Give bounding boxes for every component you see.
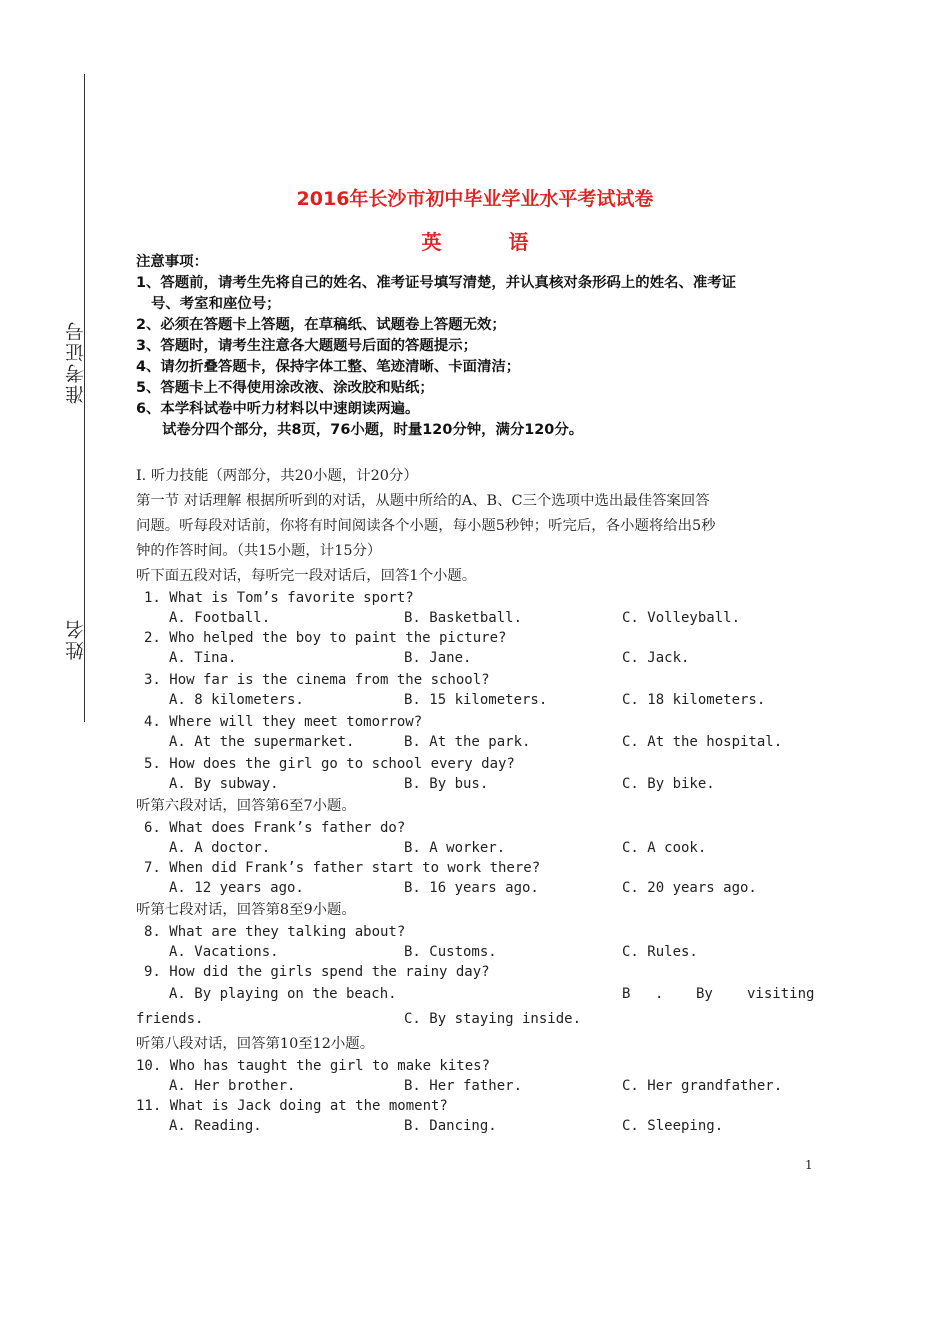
- options-row: [136, 838, 816, 858]
- exam-title: 2016年长沙市初中毕业学业水平考试试卷: [296, 188, 654, 210]
- option-b-part: B: [622, 986, 631, 1002]
- option-b: B. 15 kilometers.: [404, 692, 548, 708]
- options-row: [136, 942, 816, 962]
- option-b-part: By: [696, 986, 713, 1002]
- question: [136, 588, 816, 608]
- question: [136, 1096, 816, 1116]
- option-a: A. By playing on the beach.: [169, 986, 397, 1002]
- page-number: 1: [805, 1158, 813, 1172]
- group-instruction: 听下面五段对话，每听完一段对话后，回答1个小题。: [136, 568, 477, 584]
- option-c: C. A cook.: [622, 840, 707, 856]
- group-instruction: 听第八段对话，回答第10至12小题。: [136, 1036, 375, 1052]
- listening-section: [136, 464, 816, 1136]
- option-c: C. At the hospital.: [622, 734, 783, 750]
- question-text: 11. What is Jack doing at the moment?: [136, 1098, 448, 1114]
- question-text: 7. When did Frank’s father start to work there?: [144, 860, 541, 876]
- group-instruction: 听第六段对话，回答第6至7小题。: [136, 798, 356, 814]
- option-a: A. A doctor.: [169, 840, 271, 856]
- option-b: B. Her father.: [404, 1078, 523, 1094]
- option-c: C. Sleeping.: [622, 1118, 724, 1134]
- option-c: C. Volleyball.: [622, 610, 741, 626]
- question: [136, 962, 816, 982]
- question-text: 8. What are they talking about?: [144, 924, 406, 940]
- section-intro: 问题。听每段对话前，你将有时间阅读各个小题，每小题5秒钟；听完后，各小题将给出5秒: [136, 518, 716, 534]
- question-text: 4. Where will they meet tomorrow?: [144, 714, 423, 730]
- question: [136, 670, 816, 690]
- question-text: 9. How did the girls spend the rainy day?: [144, 964, 490, 980]
- option-b: B. Jane.: [404, 650, 472, 666]
- options-row: [136, 774, 816, 794]
- notes-block: [136, 252, 826, 441]
- option-c: C. By staying inside.: [404, 1011, 582, 1027]
- question: [136, 628, 816, 648]
- option-c: C. Jack.: [622, 650, 690, 666]
- option-b-part: visiting: [747, 986, 815, 1002]
- section-intro: 钟的作答时间。（共15小题，计15分）: [136, 543, 382, 559]
- question-text: 3. How far is the cinema from the school?: [144, 672, 490, 688]
- name-label: 姓名: [65, 618, 87, 660]
- section-intro: 第一节 对话理解 根据所听到的对话，从题中所给的A、B、C三个选项中选出最佳答案回答: [136, 493, 710, 509]
- option-a: A. Reading.: [169, 1118, 262, 1134]
- question-text: 1. What is Tom’s favorite sport?: [144, 590, 414, 606]
- option-a: A. 8 kilometers.: [169, 692, 304, 708]
- note-item: 6、本学科试卷中听力材料以中速朗读两遍。: [136, 401, 420, 417]
- question-text: 6. What does Frank’s father do?: [144, 820, 406, 836]
- option-a: A. Tina.: [169, 650, 237, 666]
- note-item: 4、请勿折叠答题卡，保持字体工整、笔迹清晰、卡面清洁；: [136, 359, 521, 375]
- option-a: A. Her brother.: [169, 1078, 296, 1094]
- option-b: B. Basketball.: [404, 610, 523, 626]
- question-text: 10. Who has taught the girl to make kites?: [136, 1058, 491, 1074]
- note-item: 5、答题卡上不得使用涂改液、涂改胶和贴纸；: [136, 380, 434, 396]
- option-c: C. By bike.: [622, 776, 715, 792]
- question: [136, 922, 816, 942]
- question: [136, 1056, 816, 1076]
- option-a: A. At the supermarket.: [169, 734, 355, 750]
- note-item: 3、答题时，请考生注意各大题题号后面的答题提示；: [136, 338, 477, 354]
- options-row: [136, 1076, 816, 1096]
- exam-id-label: 准考证号: [65, 320, 87, 404]
- question: [136, 858, 816, 878]
- option-b: B. By bus.: [404, 776, 489, 792]
- option-a: A. Vacations.: [169, 944, 279, 960]
- section-title: I. 听力技能（两部分，共20小题，计20分）: [136, 468, 418, 484]
- question: [136, 754, 816, 774]
- option-b-part: friends.: [136, 1011, 204, 1027]
- option-a: A. 12 years ago.: [169, 880, 304, 896]
- option-b: B. Customs.: [404, 944, 497, 960]
- options-row: [136, 732, 816, 752]
- question: [136, 712, 816, 732]
- question-text: 2. Who helped the boy to paint the picture?: [144, 630, 507, 646]
- options-row: [136, 648, 816, 668]
- options-row: [136, 690, 816, 710]
- options-row: [136, 1007, 816, 1032]
- option-b: B. 16 years ago.: [404, 880, 539, 896]
- note-item: 1、答题前，请考生先将自己的姓名、准考证号填写清楚，并认真核对条形码上的姓名、准考证: [136, 275, 737, 291]
- option-a: A. By subway.: [169, 776, 279, 792]
- option-c: C. Her grandfather.: [622, 1078, 783, 1094]
- option-b-part: .: [655, 986, 664, 1002]
- note-item: 2、必须在答题卡上答题，在草稿纸、试题卷上答题无效；: [136, 317, 506, 333]
- options-row: [136, 878, 816, 898]
- option-c: C. Rules.: [622, 944, 698, 960]
- subject-title: 英 语: [421, 230, 559, 254]
- note-item: 试卷分四个部分，共8页，76小题，时量120分钟，满分120分。: [162, 422, 584, 438]
- option-b: B. Dancing.: [404, 1118, 497, 1134]
- question-text: 5. How does the girl go to school every day?: [144, 756, 515, 772]
- notes-heading: 注意事项：: [136, 254, 208, 270]
- option-c: C. 20 years ago.: [622, 880, 757, 896]
- question: [136, 818, 816, 838]
- option-b: B. At the park.: [404, 734, 531, 750]
- note-item: 号、考室和座位号；: [151, 296, 281, 312]
- options-row: [136, 982, 816, 1007]
- option-c: C. 18 kilometers.: [622, 692, 766, 708]
- group-instruction: 听第七段对话，回答第8至9小题。: [136, 902, 356, 918]
- options-row: [136, 1116, 816, 1136]
- option-a: A. Football.: [169, 610, 271, 626]
- option-b: B. A worker.: [404, 840, 506, 856]
- options-row: [136, 608, 816, 628]
